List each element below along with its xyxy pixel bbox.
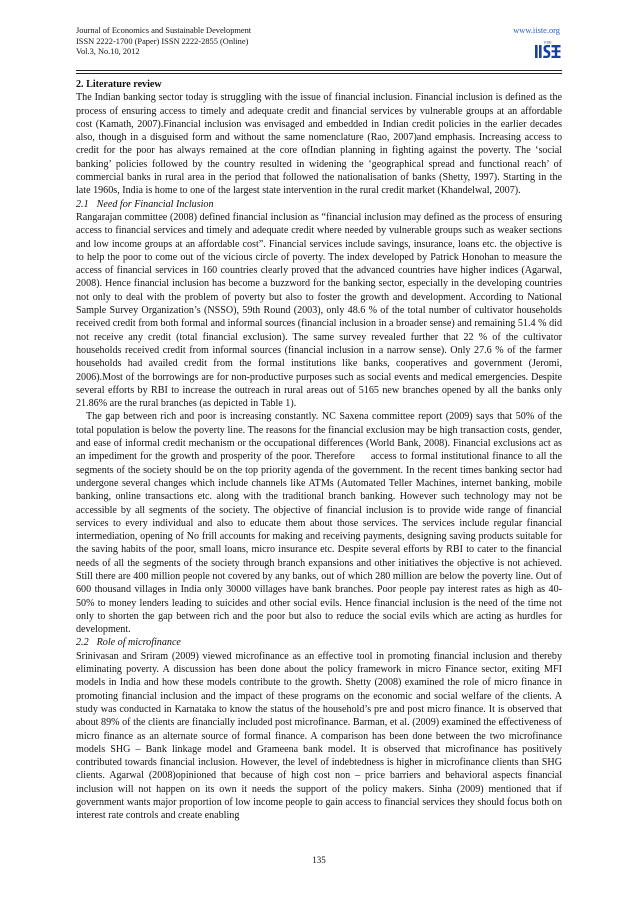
journal-header bbox=[76, 26, 251, 58]
journal-volume: Vol.3, No.10, 2012 bbox=[76, 47, 140, 57]
section-heading: 2. Literature review bbox=[76, 79, 162, 90]
subsection-number: 2.1 bbox=[76, 198, 89, 210]
header-rule-bottom bbox=[76, 73, 562, 74]
journal-issn: ISSN 2222-1700 (Paper) ISSN 2222-2855 (Online) bbox=[76, 36, 249, 46]
microfinance-paragraph: Srinivasan and Sriram (2009) viewed microfinance as an effective tool in promoting financial inclusion and thereby eliminating poverty. A discussion has been done about the policy framework in micro Finance sector, exiting MFI models in India and how these models contribute to the growth. Shetty (2008) examined the role of micro finance in promoting financial inclusion and the impact of these programs on the economic and social welfare of the clients. A study was conducted in Karnataka to know the status of the household’s pre and post micro finance. It is observed that about 89% of the clients are financially included post microfinance. Barman, et al. (2009) examined the effectiveness of micro finance as an alternate source of formal finance. A comparison has been done between the two microfinance models SHG – Bank linkage model and Grameena bank model. It is observed that microfinance has positively contributed towards financial inclusion. However, the level of indebtedness is higher in microfinance clients than SHG clients. Agarwal (2008)opinioned that because of high cost non – price barriers and behavioral aspects financial inclusion will not happen on its own it needs the support of the policy makers. Sinha (2009) mentioned that if government wants major proportion of low income people to gain access to financial services they should focus both on interest rate controls and create enabling bbox=[76, 650, 562, 822]
header-rule-top bbox=[76, 70, 562, 71]
journal-name: Journal of Economics and Sustainable Development bbox=[76, 26, 252, 35]
subsection-title: Role of microfinance bbox=[96, 637, 181, 649]
financial-inclusion-paragraph-1: Rangarajan committee (2008) defined financial inclusion as “financial inclusion may defined as the process of ensuring access to financial services and timely and adequate credit where needed by vulnerable groups such as weaker sections and low income groups at an affordable cost”. Financial services include savings, insurance, loans etc. the objective is to help the poor to come out of the vicious circle of poverty. The index developed by Patrick Honohan to measure the access of financial services in 160 countries clearly proved that the advanced countries have higher indices (Agarwal, 2008). Hence financial inclusion has become a buzzword for the banking sector, especially in the developing countries not only to deal with the problem of poverty but also to foster the growth and development. According to National Sample Survey Organization’s (NSSO), 59th Round (2003), only 48.6 % of the total number of cultivator households received credit from both formal and informal sources (financial inclusion in a broader sense) and remaining 51.4 % did not receive any credit (total financial exclusion). The same survey revealed further that 22 % of the cultivator households received credit from informal sources (financial inclusion in a narrow sense). Only 27.6 % of the farmer households had availed credit from the formal institutions like banks, cooperatives and government (Jeromi, 2006).Most of the borrowings are for non-productive purposes such as social events and medical emergencies. Despite several efforts by RBI to increase the outreach in rural areas out of 5165 new branches opened by all the banks only 21.86% are the rural branches (as depicted in Table 1). bbox=[76, 211, 562, 410]
subsection-heading-financial-inclusion bbox=[76, 198, 562, 211]
iiste-logo bbox=[534, 39, 562, 61]
article-body bbox=[76, 78, 562, 823]
financial-inclusion-paragraph-2: The gap between rich and poor is increasing constantly. NC Saxena committee report (2009) says that 50% of the total population is below the poverty line. The reasons for the financial exclusion may be high transaction costs, gender, and ease of informal credit mechanism or the occupational differences (World Bank, 2008). Financial exclusions act as an impediment for the growth and prosperity of the poor. Therefore access to formal institutional finance to all the segments of the society should be on the top priority agenda of the government. In the recent times banking sector had undergone several changes which include channels like ATMs (Automated Teller Machines, internet banking, mobile banking, online transactions etc. along with the traditional branch banking. However such technology may not be accessible by all segments of the society. The objective of financial inclusion is to provide wide range of financial services to every individual and also to educate them about those services. The services include regular financial intermediation, opening of No frill accounts for making and receiving payments, designing saving products suitable for the saving habits of the poor, small loans, micro insurance etc. Despite several efforts by RBI to cater to the financial needs of all the segments of the society through branch expansions and other initiatives the objective is not achieved. Still there are 400 million people not covered by any banks, out of which 280 million are below the poverty line. Out of 600 thousand villages in India only 30000 villages have bank branches. Poor people pay interest rates as high as 40-50% to money lenders leading to suicides and other social evils. Hence financial inclusion is the need of the time not only to shorten the gap between rich and the poor but also to reduce the social evils which are acting as hurdles for development. bbox=[76, 411, 562, 636]
subsection-heading-microfinance bbox=[76, 636, 562, 649]
logo-text: IISE bbox=[544, 39, 552, 45]
literature-review-paragraph: The Indian banking sector today is struggling with the issue of financial inclusion. Financial inclusion is defined as the process of ensuring access to timely and adequate credit and financial services by vulnerable groups at an affordable cost (Kamath, 2007).Financial inclusion was envisaged and embedded in Indian credit policies in the earlier decades also, though in a disguised form and without the same nomenclature (Rao, 2007)and emphasis. Increasing access to credit for the poor has always remained at the core ofIndian planning in fighting against the poverty. The ‘social banking’ policies followed by the country resulted in widening the ‘geographical spread and functional reach’ of commercial banks in rural area in the period that followed the nationalisation of banks (Shetty, 1997). Starting in the late 1960s, India is home to one of the largest state intervention in the rural credit market (Khandelwal, 2007). bbox=[76, 92, 562, 197]
journal-url-link[interactable]: www.iiste.org bbox=[513, 26, 560, 35]
subsection-title: Need for Financial Inclusion bbox=[96, 198, 214, 210]
subsection-number: 2.2 bbox=[76, 637, 89, 649]
page-number: 135 bbox=[312, 855, 326, 865]
